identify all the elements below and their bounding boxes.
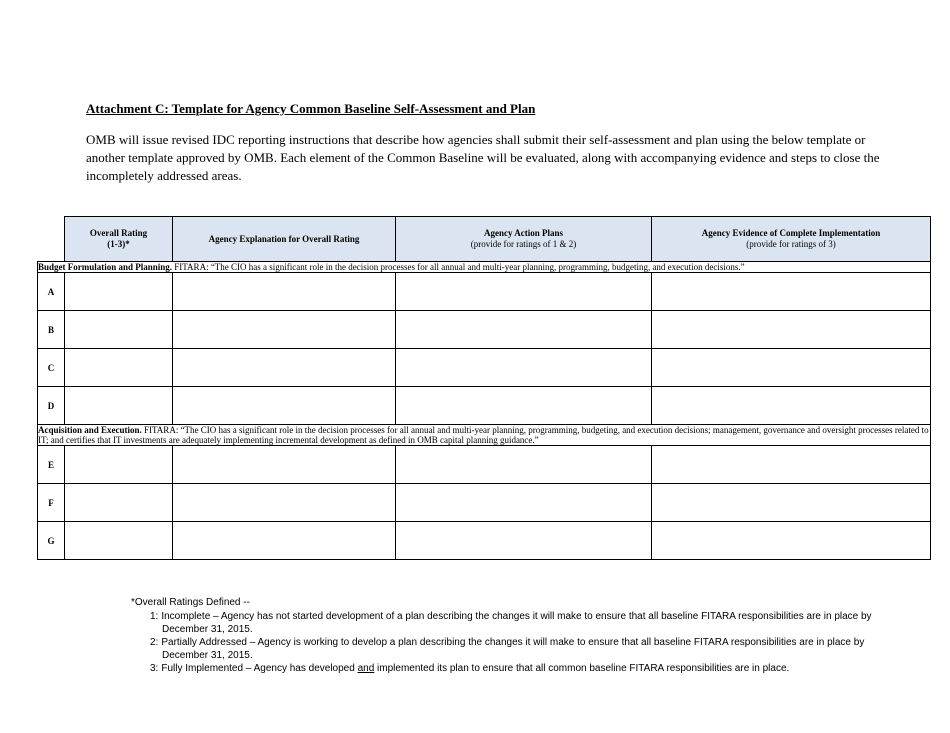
row-label: B bbox=[38, 311, 65, 349]
section-heading: Budget Formulation and Planning. bbox=[38, 262, 173, 272]
action-plans-cell[interactable] bbox=[396, 387, 652, 425]
action-plans-cell[interactable] bbox=[396, 484, 652, 522]
overall-rating-cell[interactable] bbox=[65, 349, 173, 387]
rating-text-post: implemented its plan to ensure that all common baseline FITARA responsibilities are in place. bbox=[374, 663, 790, 674]
ratings-footnote-title: *Overall Ratings Defined -- bbox=[131, 597, 250, 608]
evidence-cell[interactable] bbox=[652, 522, 931, 560]
table-row bbox=[38, 446, 931, 484]
rating-definition-3 bbox=[131, 662, 891, 675]
row-label: E bbox=[38, 446, 65, 484]
section-heading: Acquisition and Execution. bbox=[38, 425, 142, 435]
evidence-cell[interactable] bbox=[652, 273, 931, 311]
overall-rating-cell[interactable] bbox=[65, 311, 173, 349]
action-plans-cell[interactable] bbox=[396, 446, 652, 484]
header-evidence-title: Agency Evidence of Complete Implementation bbox=[701, 228, 881, 238]
row-label: D bbox=[38, 387, 65, 425]
overall-rating-cell[interactable] bbox=[65, 387, 173, 425]
section-text: FITARA: “The CIO has a significant role in the decision processes for all annual and multi-year planning, programming, budgeting, and execution decisions; management, governance and oversight processes related to IT; and certifies that IT investments are adequately implementing incremental development as defined in OMB capital planning guidance.” bbox=[38, 425, 929, 445]
table-row bbox=[38, 273, 931, 311]
header-action-plans-title: Agency Action Plans bbox=[483, 228, 563, 238]
explanation-cell[interactable] bbox=[173, 387, 396, 425]
overall-rating-cell[interactable] bbox=[65, 484, 173, 522]
row-label: C bbox=[38, 349, 65, 387]
row-label: A bbox=[38, 273, 65, 311]
ratings-footnote bbox=[131, 596, 891, 675]
table-row bbox=[38, 311, 931, 349]
section-text: FITARA: “The CIO has a significant role in the decision processes for all annual and multi-year planning, programming, budgeting, and execution decisions.” bbox=[172, 262, 745, 272]
self-assessment-table bbox=[37, 216, 931, 560]
rating-text: Partially Addressed – Agency is working to develop a plan describing the changes it will make to ensure that all baseline FITARA responsibilities are in place by December 31, 2015. bbox=[161, 637, 865, 661]
document-title: Attachment C: Template for Agency Common Baseline Self-Assessment and Plan bbox=[86, 101, 536, 116]
table-row bbox=[38, 522, 931, 560]
action-plans-cell[interactable] bbox=[396, 522, 652, 560]
rating-definition-2 bbox=[131, 636, 891, 662]
action-plans-cell[interactable] bbox=[396, 311, 652, 349]
explanation-cell[interactable] bbox=[173, 484, 396, 522]
header-evidence-sub: (provide for ratings of 3) bbox=[746, 239, 836, 249]
header-row bbox=[38, 217, 931, 262]
section-acquisition-execution bbox=[38, 425, 931, 446]
header-overall-rating-sub: (1-3)* bbox=[107, 239, 130, 249]
action-plans-cell[interactable] bbox=[396, 273, 652, 311]
header-action-plans bbox=[396, 217, 652, 262]
explanation-cell[interactable] bbox=[173, 311, 396, 349]
table-row bbox=[38, 387, 931, 425]
evidence-cell[interactable] bbox=[652, 311, 931, 349]
rating-definition-1 bbox=[131, 610, 891, 636]
overall-rating-cell[interactable] bbox=[65, 522, 173, 560]
table-row bbox=[38, 484, 931, 522]
overall-rating-cell[interactable] bbox=[65, 446, 173, 484]
action-plans-cell[interactable] bbox=[396, 349, 652, 387]
explanation-cell[interactable] bbox=[173, 446, 396, 484]
rating-text-pre: Fully Implemented – Agency has developed bbox=[161, 663, 358, 674]
row-label: F bbox=[38, 484, 65, 522]
rating-number: 3: bbox=[150, 663, 159, 674]
header-overall-rating bbox=[65, 217, 173, 262]
explanation-cell[interactable] bbox=[173, 273, 396, 311]
explanation-cell[interactable] bbox=[173, 349, 396, 387]
row-label: G bbox=[38, 522, 65, 560]
intro-paragraph: OMB will issue revised IDC reporting instructions that describe how agencies shall submit their self-assessment and plan using the below template or another template approved by OMB. Each element of the Common Baseline will be evaluated, along with accompanying evidence and steps to close the incompletely addressed areas. bbox=[86, 132, 880, 183]
rating-text-emphasis: and bbox=[357, 663, 375, 674]
rating-number: 1: bbox=[150, 611, 159, 622]
header-evidence bbox=[652, 217, 931, 262]
rating-text: Incomplete – Agency has not started development of a plan describing the changes it will make to ensure that all baseline FITARA responsibilities are in place by December 31, 2015. bbox=[161, 611, 872, 635]
header-action-plans-sub: (provide for ratings of 1 & 2) bbox=[470, 239, 577, 249]
section-budget-formulation bbox=[38, 262, 931, 273]
overall-rating-cell[interactable] bbox=[65, 273, 173, 311]
section-row-acquisition bbox=[38, 425, 931, 446]
table-row bbox=[38, 349, 931, 387]
section-row-budget bbox=[38, 262, 931, 273]
explanation-cell[interactable] bbox=[173, 522, 396, 560]
evidence-cell[interactable] bbox=[652, 387, 931, 425]
evidence-cell[interactable] bbox=[652, 446, 931, 484]
header-overall-rating-title: Overall Rating bbox=[89, 228, 148, 238]
rating-number: 2: bbox=[150, 637, 159, 648]
evidence-cell[interactable] bbox=[652, 484, 931, 522]
header-explanation: Agency Explanation for Overall Rating bbox=[173, 217, 396, 262]
evidence-cell[interactable] bbox=[652, 349, 931, 387]
corner-cell bbox=[38, 217, 65, 262]
